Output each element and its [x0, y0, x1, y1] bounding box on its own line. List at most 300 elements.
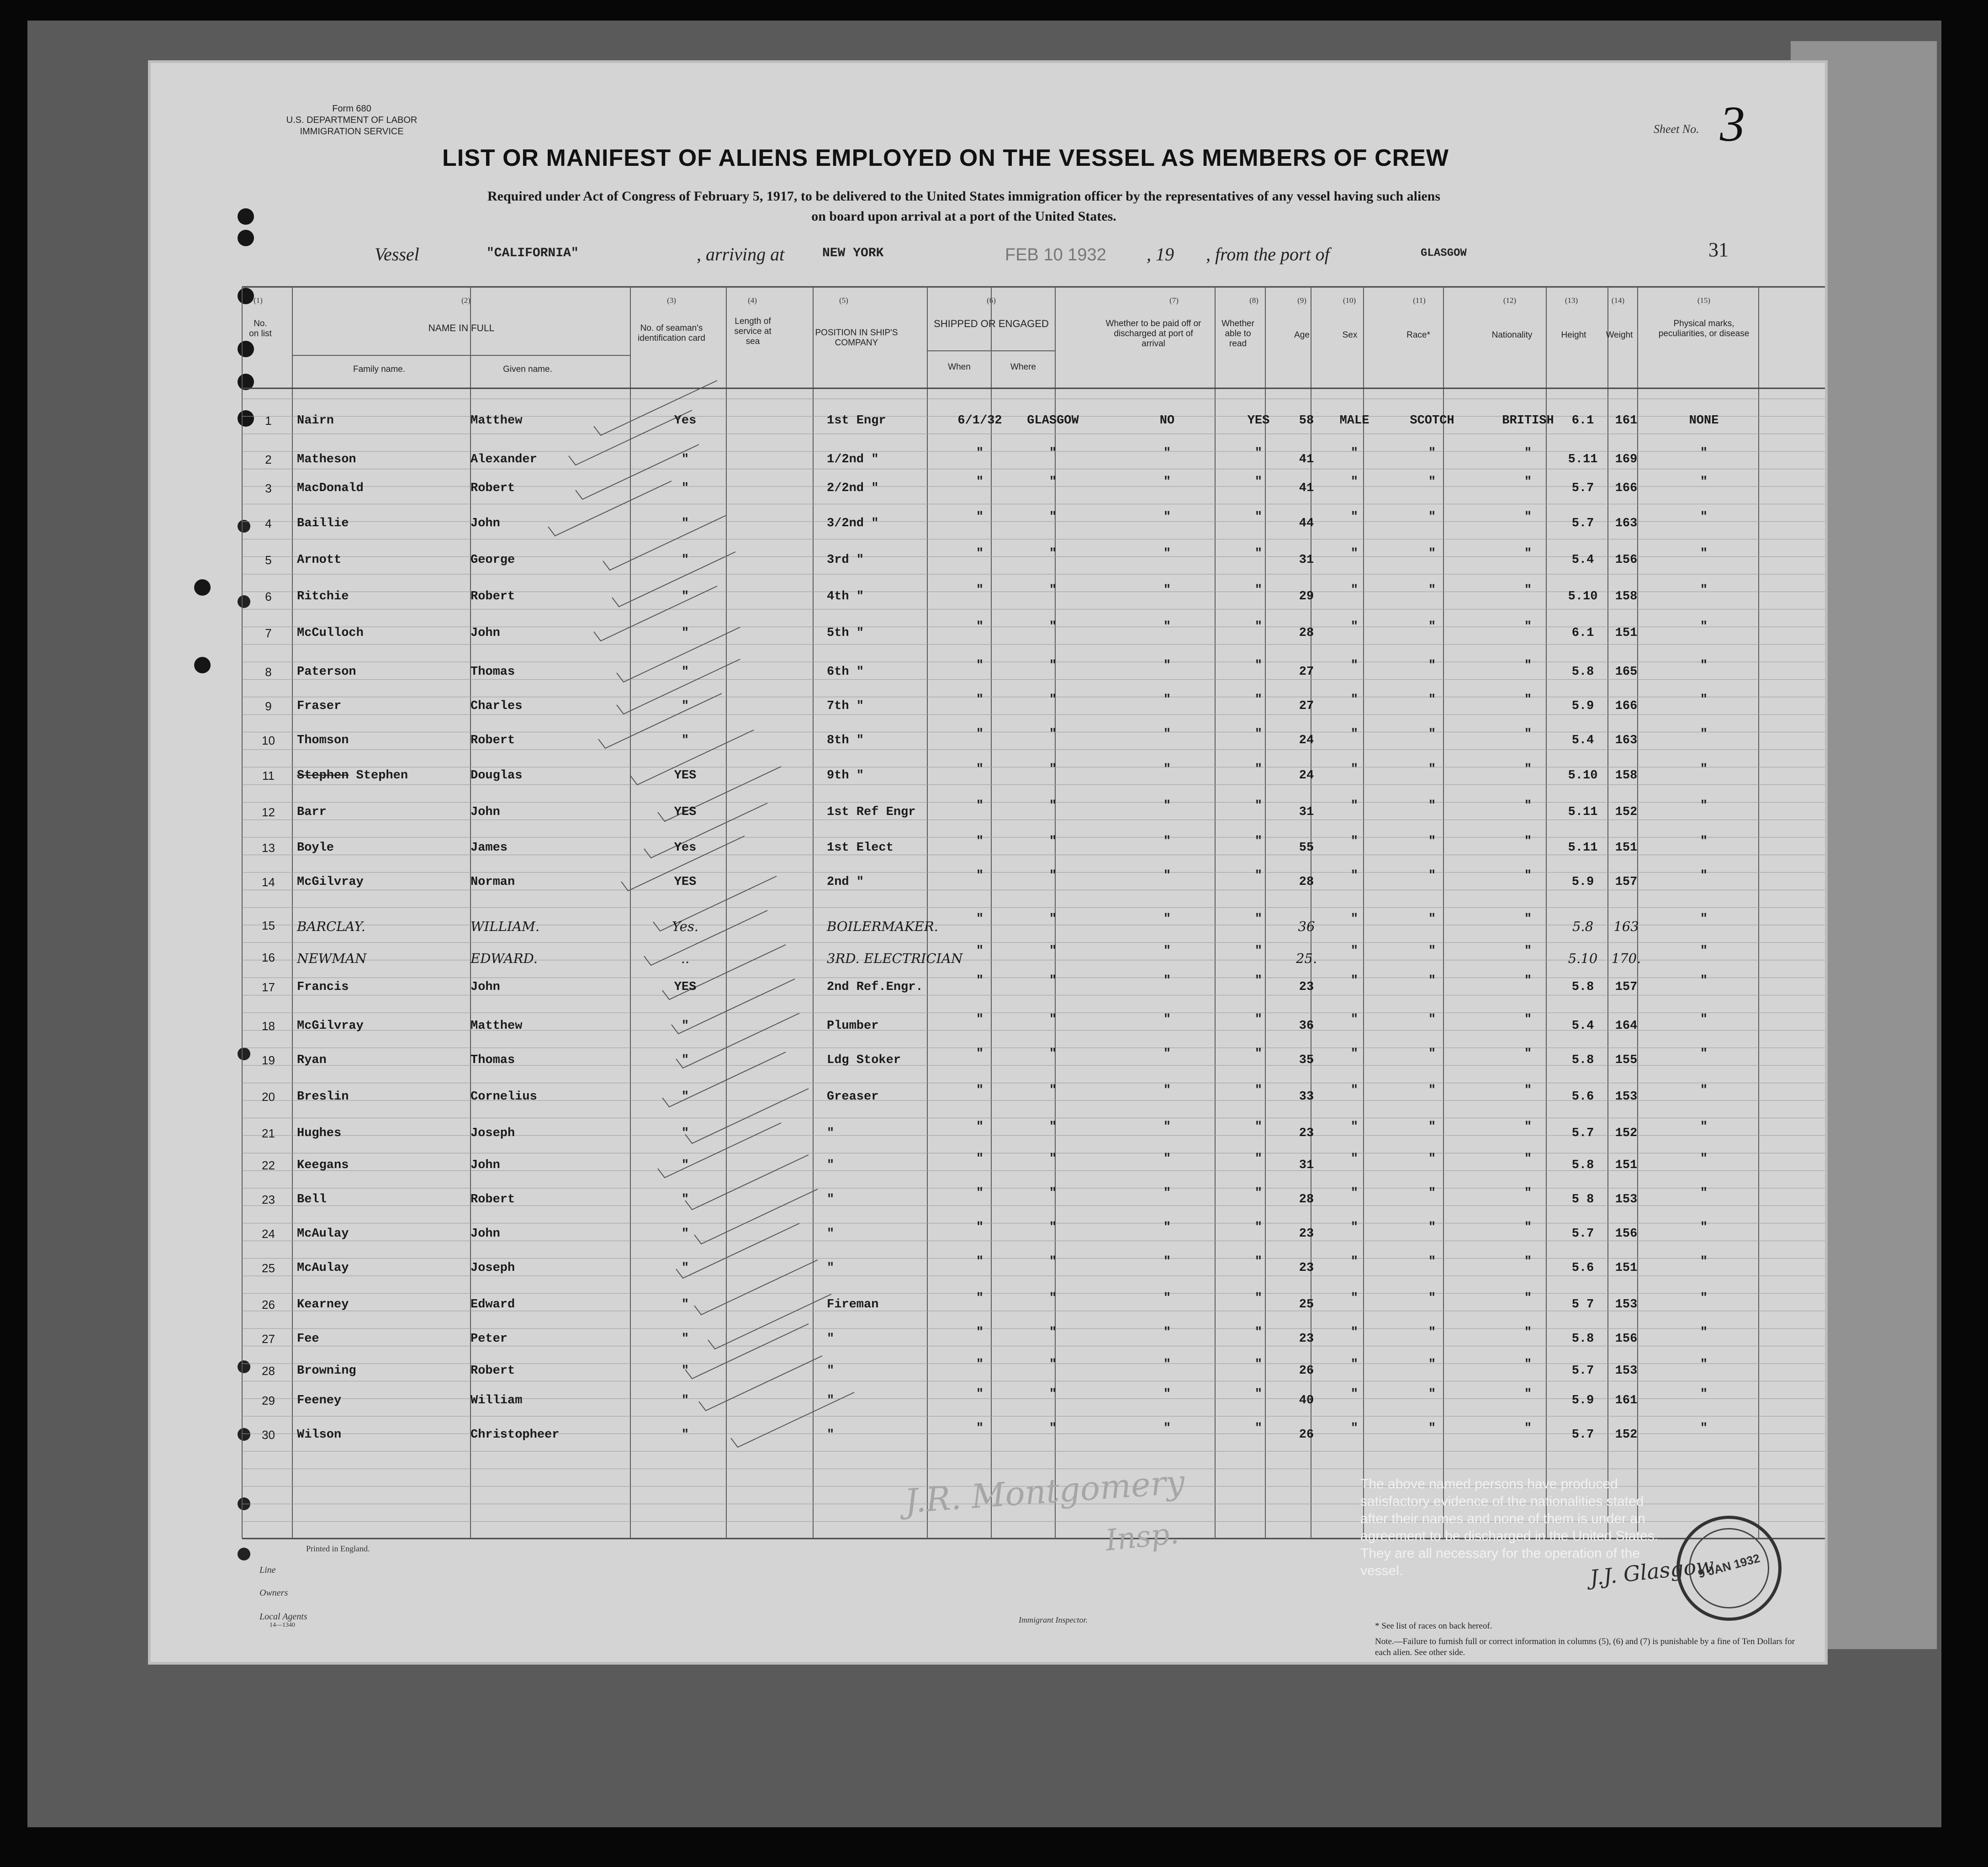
- cell-weight: 166: [1615, 481, 1638, 495]
- header-weight: Weight: [1606, 330, 1633, 340]
- header-seaman-card: No. of seaman's identification card: [638, 323, 705, 343]
- cell-physical: ": [1700, 1358, 1708, 1371]
- cell-weight: 151: [1615, 1158, 1638, 1172]
- header-when: When: [948, 362, 971, 372]
- table-row: [151, 1223, 1825, 1259]
- cell-physical: ": [1700, 974, 1708, 988]
- from-port: GLASGOW: [1421, 247, 1467, 259]
- cell-position: Ldg Stoker: [827, 1053, 901, 1067]
- cell-height: 5.4: [1571, 553, 1594, 567]
- cell-nationality: ": [1524, 1047, 1532, 1061]
- cell-age: 24: [1299, 769, 1314, 783]
- table-row: [151, 510, 1825, 548]
- cell-weight: 155: [1615, 1053, 1638, 1067]
- column-number: (13): [1565, 296, 1578, 305]
- cell-family: Francis: [297, 980, 349, 994]
- cell-race: ": [1428, 1387, 1436, 1401]
- cell-given: John: [471, 980, 500, 994]
- cell-family: McGilvray: [297, 1019, 364, 1033]
- cell-paid: ": [1163, 446, 1171, 460]
- cell-position: 6th ": [827, 665, 864, 679]
- cell-given: Robert: [471, 481, 515, 495]
- cell-position: 1st Engr: [827, 414, 886, 428]
- cell-where: GLASGOW: [1027, 414, 1079, 428]
- cell-read: ": [1254, 1255, 1263, 1269]
- cell-nationality: ": [1524, 1358, 1532, 1371]
- cell-no: 4: [265, 517, 272, 530]
- cell-card: ": [681, 1364, 689, 1378]
- subtitle-line: Required under Act of Congress of February 5, 1917, to be delivered to the United States immigration officer by the representatives of any vessel having such aliens: [487, 189, 1440, 204]
- cell-when: ": [976, 1387, 984, 1401]
- table-row: [151, 1424, 1825, 1460]
- cell-age: 35: [1299, 1053, 1314, 1067]
- cell-read: ": [1254, 1120, 1263, 1134]
- table-row: [151, 1255, 1825, 1293]
- year-label: , 19: [1147, 244, 1174, 264]
- cell-read: ": [1254, 1013, 1263, 1026]
- cell-race: ": [1428, 799, 1436, 813]
- cell-when: ": [976, 1047, 984, 1061]
- cell-read: ": [1254, 1186, 1263, 1200]
- sheet-label: Sheet No.: [1654, 122, 1699, 136]
- cell-position: 2nd Ref.Engr.: [827, 980, 923, 994]
- cell-paid: ": [1163, 1221, 1171, 1234]
- cell-family: BARCLAY.: [297, 919, 365, 934]
- cell-physical: ": [1700, 869, 1708, 883]
- cell-nationality: ": [1524, 693, 1532, 707]
- cell-weight: 157: [1615, 875, 1638, 889]
- cell-age: 41: [1299, 453, 1314, 466]
- cell-age: 23: [1299, 1127, 1314, 1140]
- cell-physical: ": [1700, 583, 1708, 597]
- cell-sex: ": [1350, 944, 1359, 958]
- cell-nationality: ": [1524, 659, 1532, 672]
- header-shipped-engaged: SHIPPED OR ENGAGED: [934, 318, 1049, 329]
- column-number: (9): [1297, 296, 1306, 305]
- cell-family: Thomson: [297, 734, 349, 747]
- cell-physical: ": [1700, 1326, 1708, 1339]
- cell-weight: 152: [1615, 1428, 1638, 1442]
- cell-physical: ": [1700, 1291, 1708, 1305]
- cell-position: 2/2nd ": [827, 481, 879, 495]
- cell-given: Thomas: [471, 665, 515, 679]
- cell-when: ": [976, 1422, 984, 1435]
- cell-position: 8th ": [827, 734, 864, 747]
- cell-height: 5.7: [1571, 517, 1594, 530]
- cell-position: ": [827, 1261, 835, 1275]
- cell-given: EDWARD.: [471, 951, 538, 966]
- cell-height: 5.11: [1568, 453, 1598, 466]
- cell-when: ": [976, 510, 984, 524]
- cell-sex: ": [1350, 446, 1359, 460]
- cell-nationality: ": [1524, 1422, 1532, 1435]
- cell-family: McCulloch: [297, 626, 364, 640]
- cell-height: 5.8: [1571, 665, 1594, 679]
- cell-when: ": [976, 693, 984, 707]
- cell-position: BOILERMAKER.: [827, 919, 938, 934]
- cell-no: 27: [262, 1332, 275, 1346]
- cell-height: 5.7: [1571, 1127, 1594, 1140]
- cell-height: 5.8: [1571, 1332, 1594, 1346]
- cell-race: ": [1428, 762, 1436, 776]
- cell-when: ": [976, 475, 984, 489]
- cell-height: 5.4: [1571, 734, 1594, 747]
- cell-race: ": [1428, 1186, 1436, 1200]
- cell-no: 14: [262, 875, 275, 889]
- cell-sex: ": [1350, 762, 1359, 776]
- cell-weight: 163: [1615, 517, 1638, 530]
- cell-weight: 156: [1615, 553, 1638, 567]
- cell-height: 5.7: [1571, 1364, 1594, 1378]
- cell-family: Paterson: [297, 665, 356, 679]
- page-count: 31: [1708, 238, 1729, 261]
- cell-nationality: ": [1524, 1326, 1532, 1339]
- cell-physical: ": [1700, 659, 1708, 672]
- cell-age: 27: [1299, 699, 1314, 713]
- cell-card: ": [681, 1261, 689, 1275]
- cell-age: 29: [1299, 590, 1314, 603]
- cell-height: 5.9: [1571, 1394, 1594, 1407]
- cell-height: 6.1: [1571, 626, 1594, 640]
- cell-family: Fee: [297, 1332, 319, 1346]
- cell-race: ": [1428, 1013, 1436, 1026]
- cell-height: 5.9: [1571, 699, 1594, 713]
- cell-position: 7th ": [827, 699, 864, 713]
- cell-when: ": [976, 1358, 984, 1371]
- column-number: (7): [1169, 296, 1179, 305]
- cell-no: 15: [262, 919, 275, 932]
- table-row: [151, 727, 1825, 765]
- cell-where: ": [1049, 1422, 1057, 1435]
- cell-sex: ": [1350, 1047, 1359, 1061]
- cell-card: ": [681, 1127, 689, 1140]
- cell-no: 12: [262, 805, 275, 819]
- header-race: Race*: [1406, 330, 1430, 340]
- cell-no: 10: [262, 734, 275, 747]
- cell-sex: ": [1350, 1152, 1359, 1166]
- cell-sex: ": [1350, 912, 1359, 926]
- cell-card: YES: [674, 805, 697, 819]
- cell-no: 5: [265, 553, 272, 567]
- cell-nationality: ": [1524, 1186, 1532, 1200]
- cell-when: ": [976, 620, 984, 634]
- cell-weight: 151: [1615, 841, 1638, 855]
- cell-family: Boyle: [297, 841, 334, 855]
- cell-height: 5.10: [1568, 951, 1598, 966]
- cell-physical: ": [1700, 1084, 1708, 1097]
- cell-sex: ": [1350, 974, 1359, 988]
- cell-height: 5.11: [1568, 841, 1598, 855]
- stamp-date: 9 JAN 1932: [1696, 1551, 1761, 1581]
- cell-weight: 157: [1615, 980, 1638, 994]
- cell-read: ": [1254, 869, 1263, 883]
- cell-nationality: ": [1524, 446, 1532, 460]
- cell-where: ": [1049, 1084, 1057, 1097]
- cell-height: 5.9: [1571, 875, 1594, 889]
- cell-family: Feeney: [297, 1394, 342, 1407]
- cell-sex: ": [1350, 727, 1359, 741]
- cell-nationality: ": [1524, 583, 1532, 597]
- cell-paid: ": [1163, 1186, 1171, 1200]
- cell-when: ": [976, 1221, 984, 1234]
- cell-physical: ": [1700, 510, 1708, 524]
- header-physical-marks: Physical marks, peculiarities, or disease: [1658, 319, 1750, 338]
- cell-no: 1: [265, 414, 272, 428]
- cell-given: Edward: [471, 1298, 515, 1312]
- cell-physical: ": [1700, 1047, 1708, 1061]
- cell-paid: ": [1163, 1387, 1171, 1401]
- cell-nationality: ": [1524, 475, 1532, 489]
- cell-race: ": [1428, 659, 1436, 672]
- cell-race: ": [1428, 1120, 1436, 1134]
- cell-given: Matthew: [471, 414, 523, 428]
- cell-when: ": [976, 912, 984, 926]
- column-number: (6): [987, 296, 996, 305]
- cell-family: Nairn: [297, 414, 334, 428]
- cell-sex: ": [1350, 659, 1359, 672]
- cell-position: Plumber: [827, 1019, 879, 1033]
- cell-read: ": [1254, 693, 1263, 707]
- cell-height: 5.6: [1571, 1090, 1594, 1104]
- cell-position: ": [827, 1428, 835, 1442]
- table-row: [151, 1152, 1825, 1190]
- cell-read: ": [1254, 912, 1263, 926]
- column-number: (14): [1611, 296, 1625, 305]
- cell-card: Yes: [674, 841, 697, 855]
- cell-position: 1/2nd ": [827, 453, 879, 466]
- cell-paid: ": [1163, 1326, 1171, 1339]
- cell-age: 58: [1299, 414, 1314, 428]
- cell-race: ": [1428, 1291, 1436, 1305]
- cell-read: ": [1254, 547, 1263, 561]
- cell-given: WILLIAM.: [471, 919, 540, 934]
- cell-height: 5.8: [1571, 1053, 1594, 1067]
- cell-where: ": [1049, 912, 1057, 926]
- cell-when: ": [976, 799, 984, 813]
- cell-sex: ": [1350, 1326, 1359, 1339]
- cell-where: ": [1049, 835, 1057, 848]
- cell-physical: ": [1700, 1255, 1708, 1269]
- cell-no: 21: [262, 1127, 275, 1140]
- cell-sex: ": [1350, 1422, 1359, 1435]
- cell-paid: ": [1163, 727, 1171, 741]
- cell-paid: ": [1163, 1422, 1171, 1435]
- cell-nationality: ": [1524, 1255, 1532, 1269]
- header-paid-off: Whether to be paid off or discharged at port of arrival: [1105, 319, 1201, 349]
- cell-given: Joseph: [471, 1261, 515, 1275]
- cell-read: ": [1254, 1422, 1263, 1435]
- table-row: [151, 661, 1825, 697]
- cell-given: Robert: [471, 590, 515, 603]
- cell-where: ": [1049, 727, 1057, 741]
- cell-where: ": [1049, 547, 1057, 561]
- cell-where: ": [1049, 799, 1057, 813]
- cell-physical: NONE: [1689, 414, 1719, 428]
- cell-no: 20: [262, 1090, 275, 1104]
- cell-sex: ": [1350, 1221, 1359, 1234]
- cell-family: MacDonald: [297, 481, 364, 495]
- header-where: Where: [1010, 362, 1036, 372]
- cell-paid: ": [1163, 583, 1171, 597]
- cell-when: ": [976, 1186, 984, 1200]
- department-name: U.S. DEPARTMENT OF LABOR: [286, 115, 418, 125]
- cell-when: ": [976, 446, 984, 460]
- cell-no: 30: [262, 1428, 275, 1442]
- cell-given: Norman: [471, 875, 515, 889]
- table-row: [151, 410, 1825, 445]
- cell-paid: NO: [1159, 414, 1175, 428]
- cell-when: ": [976, 1120, 984, 1134]
- cell-family: Ryan: [297, 1053, 327, 1067]
- cell-paid: ": [1163, 1013, 1171, 1026]
- cell-race: ": [1428, 583, 1436, 597]
- cell-race: ": [1428, 727, 1436, 741]
- cell-read: ": [1254, 835, 1263, 848]
- cell-when: ": [976, 944, 984, 958]
- cell-read: ": [1254, 1084, 1263, 1097]
- cell-height: 5.8: [1571, 1158, 1594, 1172]
- races-note: * See list of races on back hereof.: [1375, 1621, 1492, 1631]
- cell-age: 26: [1299, 1364, 1314, 1378]
- cell-race: ": [1428, 693, 1436, 707]
- cell-nationality: BRITISH: [1502, 414, 1554, 428]
- cell-age: 24: [1299, 734, 1314, 747]
- cell-sex: ": [1350, 1358, 1359, 1371]
- cell-position: ": [827, 1394, 835, 1407]
- cell-sex: ": [1350, 583, 1359, 597]
- cell-paid: ": [1163, 659, 1171, 672]
- cell-nationality: ": [1524, 1291, 1532, 1305]
- cell-given: William: [471, 1394, 523, 1407]
- cell-paid: ": [1163, 912, 1171, 926]
- cell-family: Breslin: [297, 1090, 349, 1104]
- cell-age: 28: [1299, 1193, 1314, 1206]
- cell-card: ": [681, 1053, 689, 1067]
- cell-race: ": [1428, 446, 1436, 460]
- owners-label: Owners: [259, 1588, 288, 1598]
- cell-family: Keegans: [297, 1158, 349, 1172]
- cell-physical: ": [1700, 693, 1708, 707]
- cell-race: ": [1428, 974, 1436, 988]
- cell-nationality: ": [1524, 1120, 1532, 1134]
- cell-read: ": [1254, 1291, 1263, 1305]
- cell-family: Ritchie: [297, 590, 349, 603]
- cell-weight: 158: [1615, 590, 1638, 603]
- cell-age: 40: [1299, 1394, 1314, 1407]
- cell-sex: ": [1350, 547, 1359, 561]
- cell-age: 36: [1298, 919, 1315, 934]
- cell-physical: ": [1700, 727, 1708, 741]
- cell-when: ": [976, 869, 984, 883]
- cell-age: 27: [1299, 665, 1314, 679]
- cell-physical: ": [1700, 799, 1708, 813]
- cell-read: ": [1254, 475, 1263, 489]
- header-given-name: Given name.: [503, 365, 552, 374]
- cell-where: ": [1049, 620, 1057, 634]
- table-row: [151, 620, 1825, 658]
- master-signature: J.J. Glasgow: [1588, 1552, 1715, 1591]
- cell-family: McGilvray: [297, 875, 364, 889]
- cell-race: ": [1428, 869, 1436, 883]
- cell-height: 5.4: [1571, 1019, 1594, 1033]
- cell-sex: ": [1350, 620, 1359, 634]
- form-number: Form 680: [332, 104, 371, 114]
- cell-when: ": [976, 1084, 984, 1097]
- cell-weight: 158: [1615, 769, 1638, 783]
- cell-card: ..: [681, 951, 690, 966]
- service-name: IMMIGRATION SERVICE: [300, 127, 404, 137]
- cell-when: ": [976, 659, 984, 672]
- cell-where: ": [1049, 446, 1057, 460]
- cell-read: ": [1254, 944, 1263, 958]
- cell-card: ": [681, 1090, 689, 1104]
- column-number: (12): [1503, 296, 1517, 305]
- cell-no: 6: [265, 590, 272, 603]
- cell-physical: ": [1700, 912, 1708, 926]
- cell-where: ": [1049, 510, 1057, 524]
- cell-physical: ": [1700, 944, 1708, 958]
- header-nationality: Nationality: [1491, 330, 1533, 340]
- cell-read: ": [1254, 1358, 1263, 1371]
- cell-weight: 165: [1615, 665, 1638, 679]
- cell-no: 9: [265, 699, 272, 713]
- cell-paid: ": [1163, 869, 1171, 883]
- cell-sex: ": [1350, 1186, 1359, 1200]
- cell-read: ": [1254, 583, 1263, 597]
- cell-where: ": [1049, 869, 1057, 883]
- cell-position: 5th ": [827, 626, 864, 640]
- cell-given: Cornelius: [471, 1090, 537, 1104]
- cell-paid: ": [1163, 835, 1171, 848]
- cell-when: ": [976, 727, 984, 741]
- cell-height: 5.8: [1571, 980, 1594, 994]
- cell-given: Thomas: [471, 1053, 515, 1067]
- cell-paid: ": [1163, 547, 1171, 561]
- cell-paid: ": [1163, 944, 1171, 958]
- cell-nationality: ": [1524, 620, 1532, 634]
- cell-race: ": [1428, 1084, 1436, 1097]
- cell-card: YES: [674, 875, 697, 889]
- cell-family: Arnott: [297, 553, 342, 567]
- cell-family: Bell: [297, 1193, 327, 1206]
- cell-where: ": [1049, 762, 1057, 776]
- cell-given: James: [471, 841, 508, 855]
- cell-paid: ": [1163, 762, 1171, 776]
- cell-age: 26: [1299, 1428, 1314, 1442]
- cell-nationality: ": [1524, 1013, 1532, 1026]
- cell-nationality: ": [1524, 1221, 1532, 1234]
- table-row: [151, 693, 1825, 731]
- from-port-label: , from the port of: [1206, 244, 1330, 264]
- cell-nationality: ": [1524, 835, 1532, 848]
- cell-physical: ": [1700, 1221, 1708, 1234]
- table-row: [151, 547, 1825, 585]
- header-height: Height: [1561, 330, 1586, 340]
- cell-paid: ": [1163, 1358, 1171, 1371]
- cell-no: 13: [262, 841, 275, 855]
- table-row: [151, 837, 1825, 873]
- cell-card: YES: [674, 769, 697, 783]
- cell-race: ": [1428, 620, 1436, 634]
- cell-when: ": [976, 762, 984, 776]
- cell-given: George: [471, 553, 515, 567]
- cell-position: Greaser: [827, 1090, 879, 1104]
- cell-race: ": [1428, 944, 1436, 958]
- cell-no: 25: [262, 1261, 275, 1275]
- page-title: LIST OR MANIFEST OF ALIENS EMPLOYED ON THE VESSEL AS MEMBERS OF CREW: [442, 145, 1449, 171]
- cell-where: ": [1049, 1186, 1057, 1200]
- cell-age: 31: [1299, 1158, 1314, 1172]
